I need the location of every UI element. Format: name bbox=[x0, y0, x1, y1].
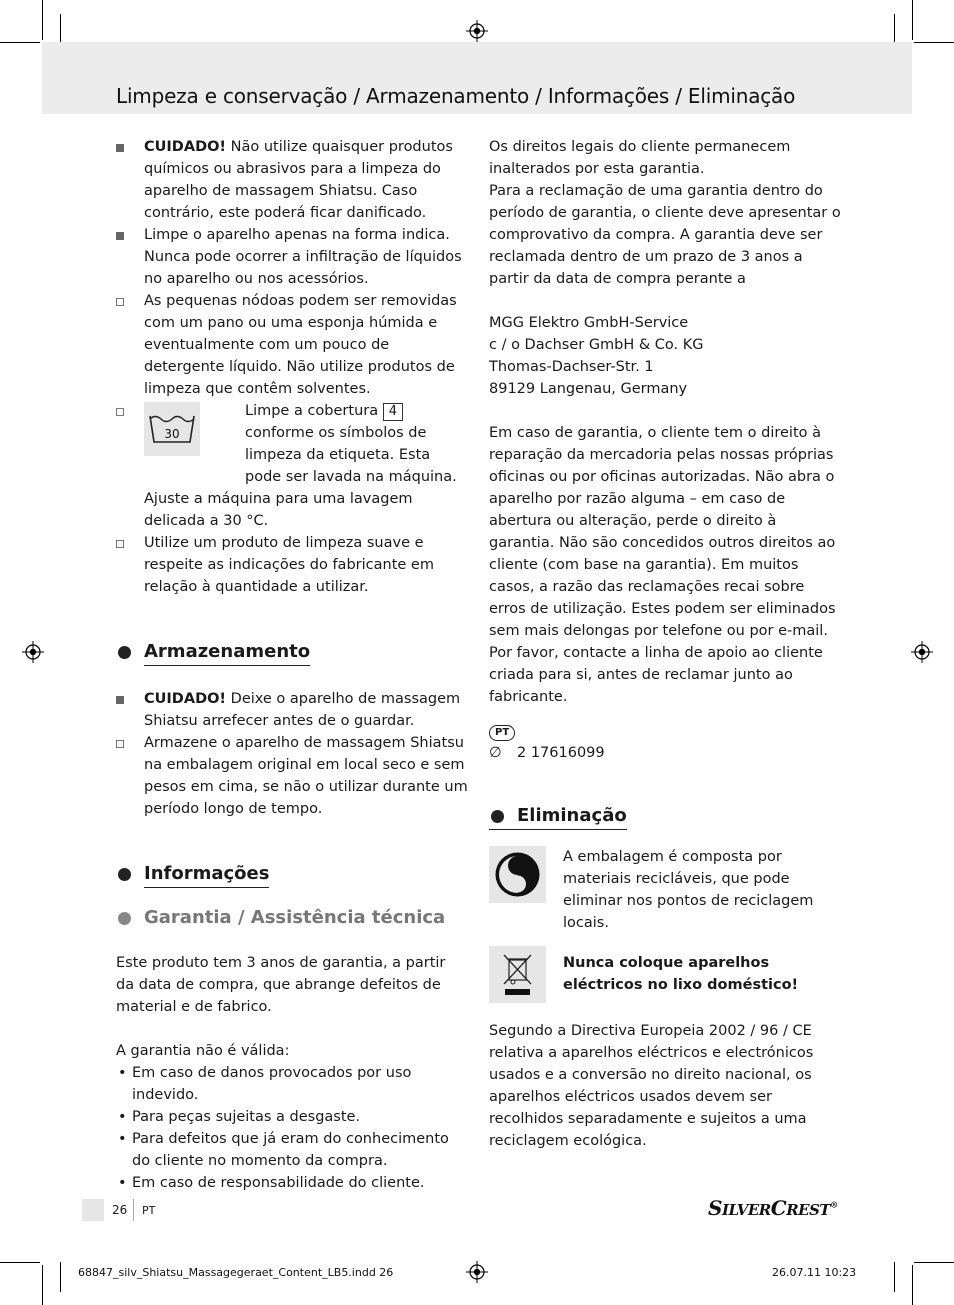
part-ref-box: 4 bbox=[383, 403, 403, 421]
wash-text: Limpe a cobertura bbox=[245, 403, 383, 419]
crop-mark bbox=[42, 0, 43, 40]
list-item: • Para peças sujeitas a desgaste. bbox=[118, 1109, 361, 1125]
bullet-text: Limpe o aparelho apenas na forma indica. Nunca pode ocorrer a infiltração de líquidos no aparelho ou nos acessórios. bbox=[144, 227, 462, 287]
warranty-paragraph: Este produto tem 3 anos de garantia, a partir da data de compra, que abrange defeitos de material e de fabrico. bbox=[116, 955, 446, 1015]
section-heading-info: Informações bbox=[116, 862, 468, 888]
bullet-text: Deixe o aparelho de massagem Shiatsu arrefecer antes de o guardar. bbox=[144, 691, 461, 729]
paragraph: Os direitos legais do cliente permanecem inalterados por esta garantia. bbox=[489, 139, 791, 177]
open-square-bullet-icon bbox=[116, 298, 124, 306]
list-item bbox=[116, 136, 468, 224]
section-dot-icon bbox=[118, 646, 131, 659]
wash-text-cont: Ajuste a máquina para uma lavagem delicada a 30 °C. bbox=[144, 491, 413, 529]
section-heading-warranty: Garantia / Assistência técnica bbox=[116, 906, 468, 930]
paragraph: Segundo a Directiva Europeia 2002 / 96 / CE relativa a aparelhos eléctricos e electrónicos usados e a conversão no direito nacional, os aparelhos eléctricos usados devem ser recolhidos separadamente e sujeitos a uma reciclagem ecológica. bbox=[489, 1023, 814, 1149]
bullet-text: Armazene o aparelho de massagem Shiatsu na embalagem original em local seco e sem pesos em cima, se não o utilizar durante um período longo de tempo. bbox=[144, 735, 468, 817]
section-heading-storage: Armazenamento bbox=[116, 640, 468, 666]
wash-text: conforme os símbolos de limpeza da etiqueta. Esta pode ser lavada na máquina. bbox=[245, 425, 457, 485]
list-item bbox=[116, 532, 468, 598]
crop-mark bbox=[912, 0, 913, 40]
wash-temp-label: 30 bbox=[164, 427, 180, 441]
page-title: Limpeza e conservação / Armazenamento / Informações / Eliminação bbox=[116, 84, 796, 108]
section-heading-disposal: Eliminação bbox=[489, 804, 627, 830]
silvercrest-logo: SILVERCREST® bbox=[708, 1196, 838, 1220]
list-item bbox=[116, 688, 468, 732]
recycle-row bbox=[489, 846, 841, 934]
list-item bbox=[116, 224, 468, 290]
phone-symbol-icon: ∅ bbox=[489, 745, 502, 761]
section-dot-icon bbox=[118, 868, 131, 881]
crop-mark bbox=[894, 1262, 895, 1292]
service-address: MGG Elektro GmbH-Service c / o Dachser GmbH & Co. KG Thomas-Dachser-Str. 1 89129 Langenau, Germany bbox=[489, 315, 704, 397]
bullet-text: Utilize um produto de limpeza suave e respeite as indicações do fabricante em relação à quantidade a utilizar. bbox=[144, 535, 434, 595]
paragraph: Para a reclamação de uma garantia dentro do período de garantia, o cliente deve apresentar o comprovativo da compra. A garantia deve ser reclamada dentro de um prazo de 3 anos a partir da data de compra perante a bbox=[489, 183, 841, 287]
list-item: • Em caso de danos provocados por uso indevido. bbox=[118, 1065, 412, 1103]
divider bbox=[133, 1199, 134, 1221]
slug-date: 26.07.11 10:23 bbox=[772, 1266, 857, 1279]
open-square-bullet-icon bbox=[116, 540, 124, 548]
washtub-icon bbox=[144, 402, 200, 456]
caution-label: CUIDADO! bbox=[144, 691, 227, 707]
crop-mark bbox=[914, 1262, 954, 1263]
crop-mark bbox=[912, 1265, 913, 1305]
weee-row bbox=[489, 946, 841, 1008]
language-code: PT bbox=[142, 1204, 156, 1217]
slug-filename: 68847_silv_Shiatsu_Massagegeraet_Content_LB5.indd 26 bbox=[78, 1266, 394, 1279]
filled-square-bullet-icon bbox=[116, 232, 124, 240]
crossed-bin-icon bbox=[489, 946, 546, 1003]
crop-mark bbox=[42, 1265, 43, 1305]
crop-mark bbox=[914, 42, 954, 43]
exclusion-list bbox=[116, 1062, 468, 1194]
warranty-paragraph: A garantia não é válida: bbox=[116, 1043, 290, 1059]
crop-mark bbox=[60, 14, 61, 44]
right-column bbox=[489, 136, 841, 1152]
open-square-bullet-icon bbox=[116, 740, 124, 748]
registration-mark-icon bbox=[22, 641, 44, 663]
section-dot-icon bbox=[491, 810, 504, 823]
registration-mark-icon bbox=[466, 20, 488, 42]
wash-30-icon bbox=[144, 402, 200, 456]
page-number-tab bbox=[82, 1199, 104, 1221]
country-badge: PT bbox=[489, 725, 515, 741]
bullet-text: As pequenas nódoas podem ser removidas com um pano ou uma esponja húmida e eventualmente com um pouco de detergente líquido. Não utilize produtos de limpeza que contêm solventes. bbox=[144, 293, 457, 397]
paragraph: Em caso de garantia, o cliente tem o direito à reparação da mercadoria pelas nossas próprias oficinas ou por oficinas autorizadas. Não abra o aparelho por razão alguma – em caso de abertura ou alteração, perde o direito à garantia. Não são concedidos outros direitos ao cliente (com base na garantia). Em muitos casos, a razão das reclamações recai sobre erros de utilização. Estes podem ser eliminados sem mais delongas por telefone ou por e-mail. Por favor, contacte a linha de apoio ao cliente criada para si, antes de reclamar junto ao fabricante. bbox=[489, 425, 836, 705]
registration-mark-icon bbox=[911, 641, 933, 663]
crop-mark bbox=[60, 1262, 61, 1292]
left-column bbox=[116, 136, 468, 1194]
open-square-bullet-icon bbox=[116, 408, 124, 416]
list-item bbox=[116, 732, 468, 820]
weee-warning: Nunca coloque aparelhos eléctricos no lixo doméstico! bbox=[563, 955, 799, 993]
page-number: 26 bbox=[112, 1203, 128, 1217]
filled-square-bullet-icon bbox=[116, 696, 124, 704]
list-item: • Em caso de responsabilidade do cliente. bbox=[118, 1175, 425, 1191]
list-item: • Para defeitos que já eram do conhecimento do cliente no momento da compra. bbox=[118, 1131, 449, 1169]
service-phone: ∅ 2 17616099 bbox=[489, 742, 841, 764]
bullet-text: Não utilize quaisquer produtos químicos ou abrasivos para a limpeza do aparelho de massagem Shiatsu. Caso contrário, este poderá ficar danificado. bbox=[144, 139, 453, 221]
green-dot-recycle-icon bbox=[489, 846, 546, 903]
caution-label: CUIDADO! bbox=[144, 139, 227, 155]
registration-mark-icon bbox=[466, 1261, 488, 1283]
list-item bbox=[116, 400, 468, 532]
filled-square-bullet-icon bbox=[116, 144, 124, 152]
list-item bbox=[116, 290, 468, 400]
crop-mark bbox=[0, 1262, 40, 1263]
recycle-text: A embalagem é composta por materiais recicláveis, que pode eliminar nos pontos de reciclagem locais. bbox=[563, 849, 814, 931]
crop-mark bbox=[0, 42, 40, 43]
section-dot-icon bbox=[118, 912, 131, 925]
crop-mark bbox=[894, 14, 895, 44]
